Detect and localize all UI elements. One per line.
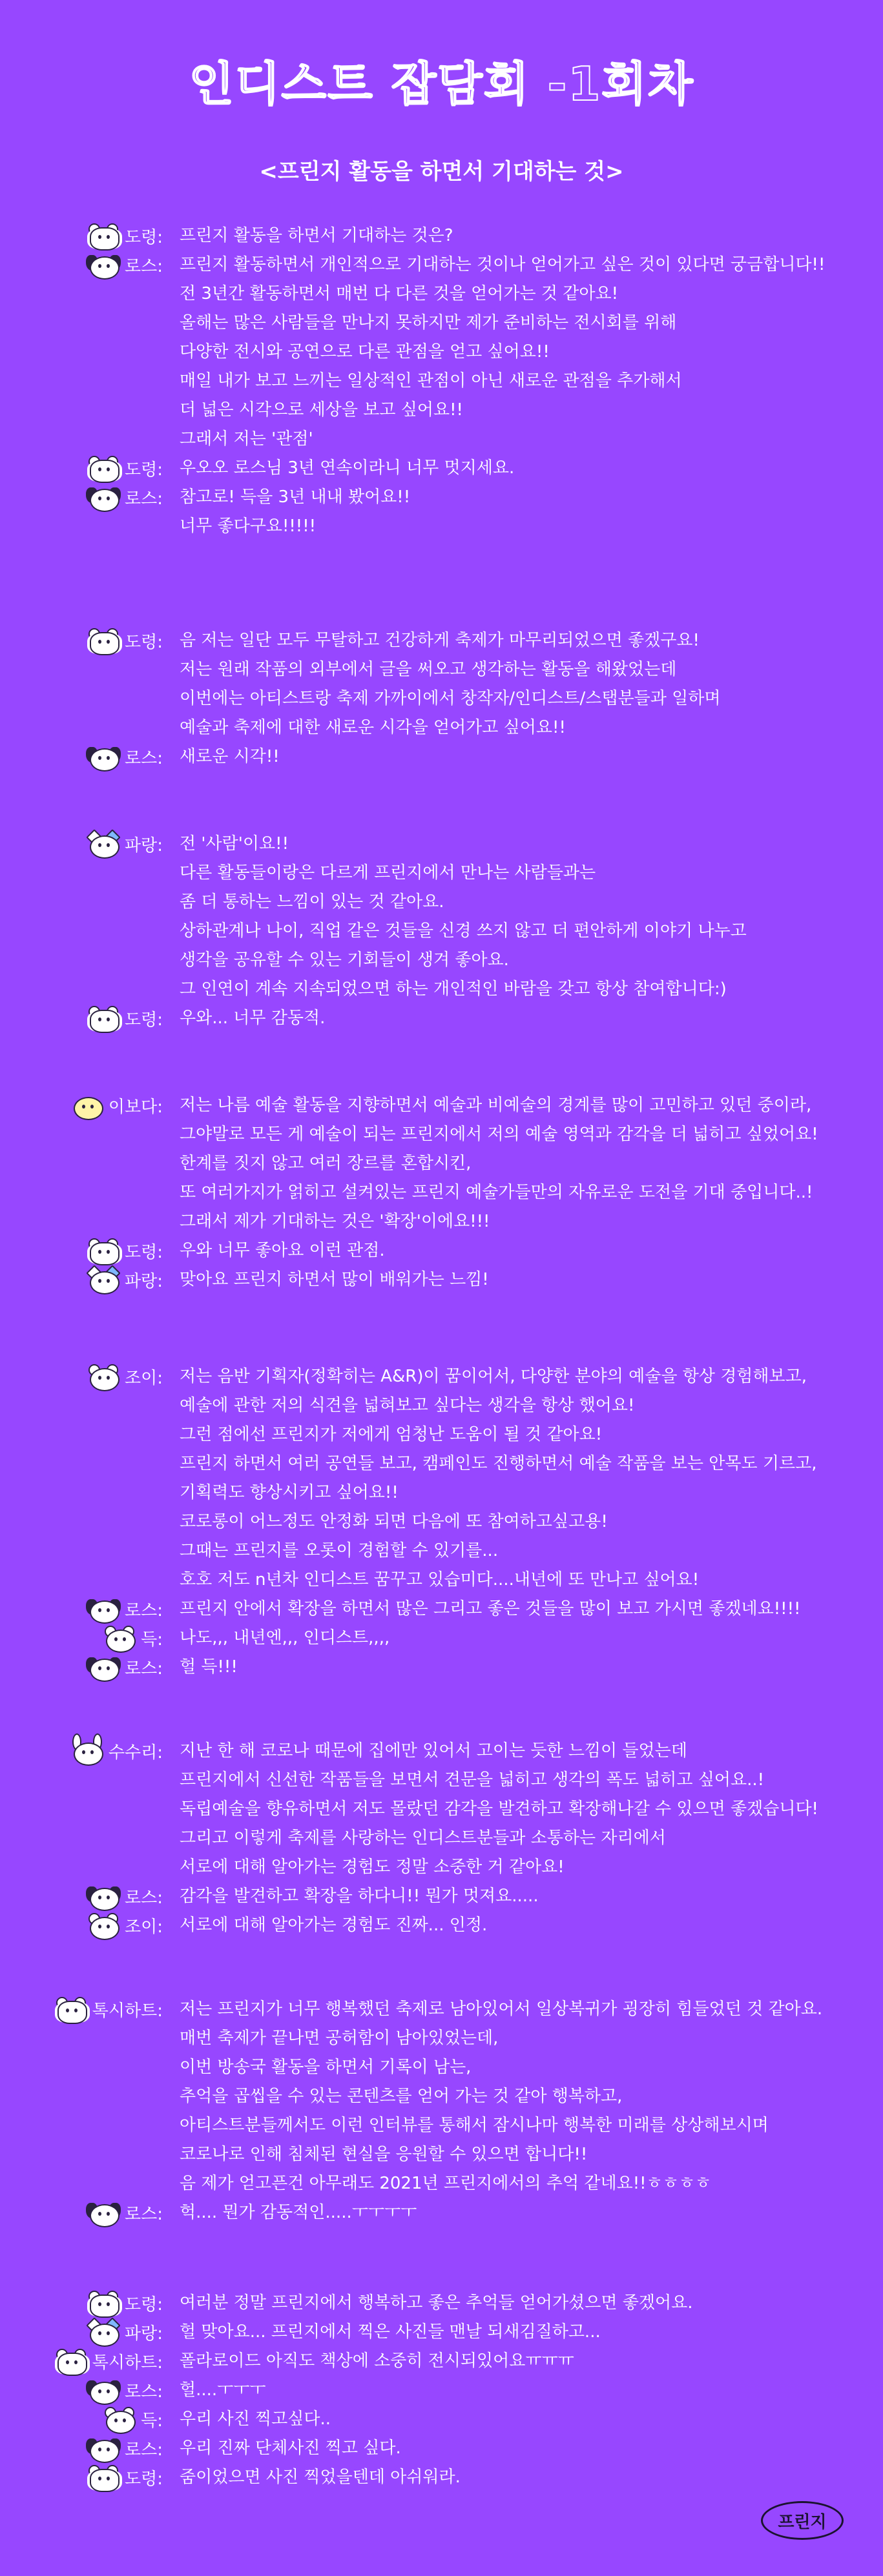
dialogue-line: [0, 2169, 883, 2198]
dialogue-line: [0, 2405, 883, 2434]
dialogue-text: 그래서 저는 '관점': [180, 429, 313, 449]
dialogue-line: [0, 655, 883, 684]
speaker: [85, 1595, 163, 1624]
dog-icon: [85, 485, 122, 511]
sheep-icon: [85, 456, 122, 482]
dialogue-text: 아티스트분들께서도 이런 인터뷰를 통해서 잠시나마 행복한 미래를 상상해보시며: [180, 2116, 769, 2135]
dialogue-line: [0, 483, 883, 512]
dialogue-text: 프린지에서 신선한 작품들을 보면서 견문을 넓히고 생각의 폭도 넓히고 싶어요..!: [180, 1770, 765, 1790]
speaker: [85, 742, 163, 772]
speaker-name: 로스:: [125, 1888, 163, 1908]
mouse-icon: [101, 2407, 138, 2433]
speaker-name: 조이:: [125, 1917, 163, 1937]
speaker-name: 이보다:: [108, 1098, 163, 1117]
dialogue-line: [0, 221, 883, 250]
dialogue-line: [0, 1595, 883, 1624]
dialogue-line: [0, 2024, 883, 2053]
dialogue-text: 프린지 안에서 확장을 하면서 많은 그리고 좋은 것들을 많이 보고 가시면 좋겠네요!!!!: [180, 1599, 801, 1619]
dialogue-text: 헉.... 뭔가 감동적인.....ㅜㅜㅜㅜ: [180, 2203, 417, 2222]
speaker-name: 로스:: [125, 2440, 163, 2460]
speaker-name: 로스:: [125, 2205, 163, 2224]
dialogue-line: [0, 2198, 883, 2227]
dialogue-line: [0, 859, 883, 888]
dialogue-text: 추억을 곱씹을 수 있는 콘텐츠를 얻어 가는 것 같아 행복하고,: [180, 2087, 623, 2106]
speaker-name: 조이:: [125, 1369, 163, 1388]
dialogue-text: 다양한 전시와 공연으로 다른 관점을 얻고 싶어요!!: [180, 342, 550, 362]
speaker: [85, 1362, 163, 1391]
dialogue-text: 상하관계나 나이, 직업 같은 것들을 신경 쓰지 않고 더 편안하게 이야기 나누고: [180, 921, 747, 941]
dialogue-text: 폴라로이드 아직도 책상에 소중히 전시되있어요ㅠㅠㅠ: [180, 2351, 574, 2371]
speaker-name: 로스:: [125, 749, 163, 768]
dog-icon: [85, 2378, 122, 2404]
speaker: [52, 2347, 163, 2376]
fringe-logo: 프린지: [761, 2501, 844, 2540]
dialogue-line: [0, 1882, 883, 1911]
dialogue-line: [0, 2289, 883, 2318]
dialogue-line: [0, 512, 883, 541]
dialogue-line: [0, 1653, 883, 1682]
dialogue-text: 독립예술을 향유하면서 저도 몰랐던 감각을 발견하고 확장해나갈 수 있으면 좋겠습니다!: [180, 1799, 818, 1819]
dialogue-text: 이번에는 아티스트랑 축제 가까이에서 창작자/인디스트/스탭분들과 일하며: [180, 689, 721, 708]
dialogue-line: [0, 830, 883, 859]
dialogue-section: [0, 1737, 883, 1940]
dialogue-text: 프린지 하면서 여러 공연들 보고, 캠페인도 진행하면서 예술 작품을 보는 안목도 기르고,: [180, 1454, 817, 1473]
speaker: [85, 1882, 163, 1911]
dialogue-text: 생각을 공유할 수 있는 기회들이 생겨 좋아요.: [180, 950, 509, 970]
dialogue-text: 우와 너무 좋아요 이런 관점.: [180, 1241, 385, 1260]
dialogue-line: [0, 1795, 883, 1824]
speaker: [85, 1653, 163, 1682]
dialogue-line: [0, 975, 883, 1004]
speaker: [68, 1737, 163, 1766]
speaker: [85, 2289, 163, 2318]
dialogue-text: 서로에 대해 알아가는 경험도 진짜... 인정.: [180, 1916, 488, 1935]
dialogue-line: [0, 2318, 883, 2347]
dialogue-line: [0, 1004, 883, 1033]
dialogue-line: [0, 1236, 883, 1265]
dialogue-text: 지난 한 해 코로나 때문에 집에만 있어서 고이는 듯한 느낌이 들었는데: [180, 1741, 687, 1761]
dialogue-line: [0, 2082, 883, 2111]
dialogue-text: 예술에 관한 저의 식견을 넓혀보고 싶다는 생각을 항상 했어요!: [180, 1396, 635, 1415]
speaker-name: 파랑:: [125, 836, 163, 855]
dialogue-line: [0, 280, 883, 309]
speaker-name: 도령:: [125, 2295, 163, 2315]
dialogue-line: [0, 2053, 883, 2082]
dialogue-text: 헐 득!!!: [180, 1657, 238, 1677]
dialogue-text: 헐 맞아요... 프린지에서 찍은 사진들 맨날 되새김질하고...: [180, 2322, 601, 2342]
dog-icon: [85, 252, 122, 278]
speaker-name: 도령:: [125, 1010, 163, 1030]
speaker-name: 도령:: [125, 2469, 163, 2489]
dialogue-text: 그런 점에선 프린지가 저에게 엄청난 도움이 될 것 같아요!: [180, 1425, 603, 1444]
dialogue-line: [0, 1207, 883, 1236]
dialogue-text: 이번 방송국 활동을 하면서 기록이 남는,: [180, 2058, 472, 2077]
dialogue-text: 더 넓은 시각으로 세상을 보고 싶어요!!: [180, 400, 463, 420]
dialogue-text: 예술과 축제에 대한 새로운 시각을 얻어가고 싶어요!!: [180, 718, 566, 737]
dialogue-text: 그리고 이렇게 축제를 사랑하는 인디스트분들과 소통하는 자리에서: [180, 1828, 666, 1848]
sheep-icon: [52, 1997, 90, 2023]
dialogue-line: [0, 1478, 883, 1508]
dialogue-line: [0, 338, 883, 367]
dialogue-text: 너무 좋다구요!!!!!: [180, 516, 317, 536]
dialogue-line: [0, 684, 883, 713]
speaker: [85, 1911, 163, 1940]
speaker: [85, 1265, 163, 1294]
speaker-name: 득:: [141, 2411, 163, 2431]
dialogue-line: [0, 1420, 883, 1449]
dialogue-text: 새로운 시각!!: [180, 747, 280, 766]
dialogue-line: [0, 2463, 883, 2492]
speaker: [101, 1624, 163, 1653]
cat-icon: [85, 1267, 122, 1293]
dog-icon: [85, 2436, 122, 2462]
speaker-name: 도령:: [125, 1243, 163, 1262]
sheep-icon: [52, 2349, 90, 2375]
dialogue-text: 저는 음반 기획자(정확히는 A&R)이 꿈이어서, 다양한 분야의 예술을 항상 경험해보고,: [180, 1367, 807, 1386]
dialogue-section: [0, 1362, 883, 1682]
speaker-name: 도령:: [125, 228, 163, 247]
speaker: [85, 221, 163, 250]
dialogue-line: [0, 1120, 883, 1149]
dialogue-section: [0, 1995, 883, 2227]
mouse-icon: [85, 1913, 122, 1939]
page-title: 인디스트 잡담회 -1회차: [189, 57, 694, 111]
sheep-icon: [85, 2291, 122, 2316]
speaker-name: 톡시하트:: [92, 2001, 163, 2021]
dialogue-line: [0, 250, 883, 280]
sheep-icon: [85, 628, 122, 654]
speaker: [85, 2463, 163, 2492]
dialogue-line: [0, 2376, 883, 2405]
dialogue-text: 서로에 대해 알아가는 경험도 정말 소중한 거 같아요!: [180, 1857, 565, 1877]
dialogue-text: 매일 내가 보고 느끼는 일상적인 관점이 아닌 새로운 관점을 추가해서: [180, 371, 682, 391]
speaker-name: 도령:: [125, 460, 163, 480]
dialogue-text: 여러분 정말 프린지에서 행복하고 좋은 추억들 얻어가셨으면 좋겠어요.: [180, 2293, 693, 2313]
dialogue-line: [0, 1362, 883, 1391]
speaker-name: 파랑:: [125, 2324, 163, 2344]
sheep-icon: [85, 1006, 122, 1032]
dialogue-line: [0, 454, 883, 483]
dialogue-section: [0, 1091, 883, 1294]
dialogue-line: [0, 309, 883, 338]
speaker-name: 도령:: [125, 633, 163, 652]
dialogue-line: [0, 888, 883, 917]
dialogue-section: [0, 626, 883, 772]
speaker: [85, 2376, 163, 2405]
speaker: [85, 830, 163, 859]
dialogue-line: [0, 1624, 883, 1653]
dialogue-line: [0, 1911, 883, 1940]
dialogue-line: [0, 1149, 883, 1178]
dialogue-line: [0, 1566, 883, 1595]
dialogue-text: 음 저는 일단 모두 무탈하고 건강하게 축제가 마무리되었으면 좋겠구요!: [180, 631, 700, 650]
speaker-name: 로스:: [125, 1601, 163, 1620]
dialogue-text: 코로나로 인해 침체된 현실을 응원할 수 있으면 합니다!!: [180, 2145, 588, 2164]
dog-icon: [85, 1655, 122, 1681]
dialogue-text: 그 인연이 계속 지속되었으면 하는 개인적인 바람을 갖고 항상 참여합니다:): [180, 979, 727, 999]
speaker-name: 득:: [141, 1630, 163, 1650]
dialogue-line: [0, 1091, 883, 1120]
sheep-icon: [85, 2465, 122, 2491]
dialogue-text: 그야말로 모든 게 예술이 되는 프린지에서 저의 예술 영역과 감각을 더 넓히고 싶었어요!: [180, 1125, 818, 1144]
speaker: [85, 2434, 163, 2463]
speaker: [85, 626, 163, 655]
speaker-name: 로스:: [125, 489, 163, 509]
dialogue-line: [0, 1178, 883, 1207]
dialogue-line: [0, 1449, 883, 1478]
dialogue-line: [0, 1508, 883, 1537]
dialogue-text: 올해는 많은 사람들을 만나지 못하지만 제가 준비하는 전시회를 위해: [180, 313, 677, 332]
dialogue-line: [0, 396, 883, 425]
dialogue-text: 기획력도 향상시키고 싶어요!!: [180, 1483, 399, 1502]
dialogue-text: 음 제가 얻고픈건 아무래도 2021년 프린지에서의 추억 같네요!!ㅎㅎㅎㅎ: [180, 2174, 711, 2193]
dialogue-line: [0, 1995, 883, 2024]
dialogue-text: 전 '사람'이요!!: [180, 834, 289, 854]
cat-icon: [85, 2320, 122, 2346]
dialogue-line: [0, 425, 883, 454]
dog-icon: [85, 1884, 122, 1910]
dialogue-line: [0, 1265, 883, 1294]
speaker: [85, 1004, 163, 1033]
dialogue-text: 저는 나름 예술 활동을 지향하면서 예술과 비예술의 경계를 많이 고민하고 있던 중이라,: [180, 1096, 812, 1115]
page-subtitle: <프린지 활동을 하면서 기대하는 것>: [259, 159, 624, 185]
speaker: [85, 454, 163, 483]
dialogue-text: 우오오 로스님 3년 연속이라니 너무 멋지세요.: [180, 458, 515, 478]
dialogue-text: 그때는 프린지를 오롯이 경험할 수 있기를...: [180, 1541, 499, 1560]
speaker: [85, 2318, 163, 2347]
dialogue-text: 프린지 활동하면서 개인적으로 기대하는 것이나 얻어가고 싶은 것이 있다면 궁금합니다!!: [180, 255, 826, 274]
dialogue-line: [0, 2140, 883, 2169]
speaker-name: 톡시하트:: [92, 2353, 163, 2373]
dog-icon: [85, 1597, 122, 1622]
cat-icon: [85, 832, 122, 857]
dialogue-line: [0, 1824, 883, 1853]
dialogue-text: 헐....ㅜㅜㅜ: [180, 2380, 266, 2400]
speaker-name: 로스:: [125, 2382, 163, 2402]
dialogue-line: [0, 917, 883, 946]
dialogue-line: [0, 2434, 883, 2463]
speaker: [85, 1236, 163, 1265]
dialogue-line: [0, 713, 883, 742]
speaker: [85, 250, 163, 280]
dialogue-text: 다른 활동들이랑은 다르게 프린지에서 만나는 사람들과는: [180, 863, 596, 883]
dog-icon: [85, 744, 122, 770]
dialogue-text: 그래서 제가 기대하는 것은 '확장'이에요!!!: [180, 1212, 490, 1231]
dialogue-text: 나도,,, 내년엔,,, 인디스트,,,,: [180, 1628, 390, 1648]
dialogue-section: [0, 830, 883, 1033]
dialogue-line: [0, 1537, 883, 1566]
dialogue-text: 우와... 너무 감동적.: [180, 1008, 326, 1028]
dialogue-text: 전 3년간 활동하면서 매번 다 다른 것을 얻어가는 것 같아요!: [180, 284, 619, 303]
dialogue-text: 한계를 짓지 않고 여러 장르를 혼합시킨,: [180, 1154, 472, 1173]
chick-icon: [68, 1093, 106, 1119]
dialogue-text: 저는 프린지가 너무 행복했던 축제로 남아있어서 일상복귀가 굉장히 힘들었던 것 같아요.: [180, 1999, 823, 2019]
dog-icon: [85, 2200, 122, 2226]
dialogue-line: [0, 1766, 883, 1795]
dialogue-section: [0, 221, 883, 541]
speaker: [85, 483, 163, 512]
dialogue-text: 우리 사진 찍고싶다..: [180, 2409, 331, 2429]
sheep-icon: [85, 1238, 122, 1264]
speaker-name: 파랑:: [125, 1272, 163, 1291]
mouse-icon: [85, 1364, 122, 1390]
dialogue-text: 저는 원래 작품의 외부에서 글을 써오고 생각하는 활동을 해왔었는데: [180, 660, 677, 679]
dialogue-line: [0, 742, 883, 772]
speaker-name: 수수리:: [108, 1743, 163, 1763]
sheep-icon: [85, 223, 122, 249]
speaker-name: 로스:: [125, 257, 163, 276]
speaker: [52, 1995, 163, 2024]
dialogue-text: 좀 더 통하는 느낌이 있는 것 같아요.: [180, 892, 444, 912]
speaker-name: 로스:: [125, 1659, 163, 1679]
dialogue-line: [0, 1853, 883, 1882]
dialogue-text: 또 여러가지가 얽히고 설켜있는 프린지 예술가들만의 자유로운 도전을 기대 중입니다..!: [180, 1183, 813, 1202]
dialogue-line: [0, 1391, 883, 1420]
mouse-icon: [101, 1626, 138, 1651]
dialogue-line: [0, 367, 883, 396]
dialogue-section: [0, 2289, 883, 2492]
dialogue-text: 참고로! 득을 3년 내내 봤어요!!: [180, 487, 411, 507]
speaker: [85, 2198, 163, 2227]
dialogue-text: 코로롱이 어느정도 안정화 되면 다음에 또 참여하고싶고용!: [180, 1512, 608, 1531]
speaker: [101, 2405, 163, 2434]
dialogue-line: [0, 626, 883, 655]
dialogue-line: [0, 946, 883, 975]
bunny-icon: [68, 1739, 106, 1764]
dialogue-line: [0, 2347, 883, 2376]
dialogue-text: 맞아요 프린지 하면서 많이 배워가는 느낌!: [180, 1270, 489, 1289]
dialogue-line: [0, 1737, 883, 1766]
dialogue-text: 줌이었으면 사진 찍었을텐데 아쉬워라.: [180, 2468, 461, 2487]
dialogue-text: 우리 진짜 단체사진 찍고 싶다.: [180, 2438, 401, 2458]
dialogue-text: 감각을 발견하고 확장을 하다니!! 뭔가 멋져요.....: [180, 1886, 539, 1906]
dialogue-text: 매번 축제가 끝나면 공허함이 남아있었는데,: [180, 2029, 499, 2048]
dialogue-line: [0, 2111, 883, 2140]
speaker: [68, 1091, 163, 1120]
dialogue-text: 프린지 활동을 하면서 기대하는 것은?: [180, 226, 453, 245]
dialogue-text: 호호 저도 n년차 인디스트 꿈꾸고 있습미다....내년에 또 만나고 싶어요!: [180, 1570, 700, 1590]
